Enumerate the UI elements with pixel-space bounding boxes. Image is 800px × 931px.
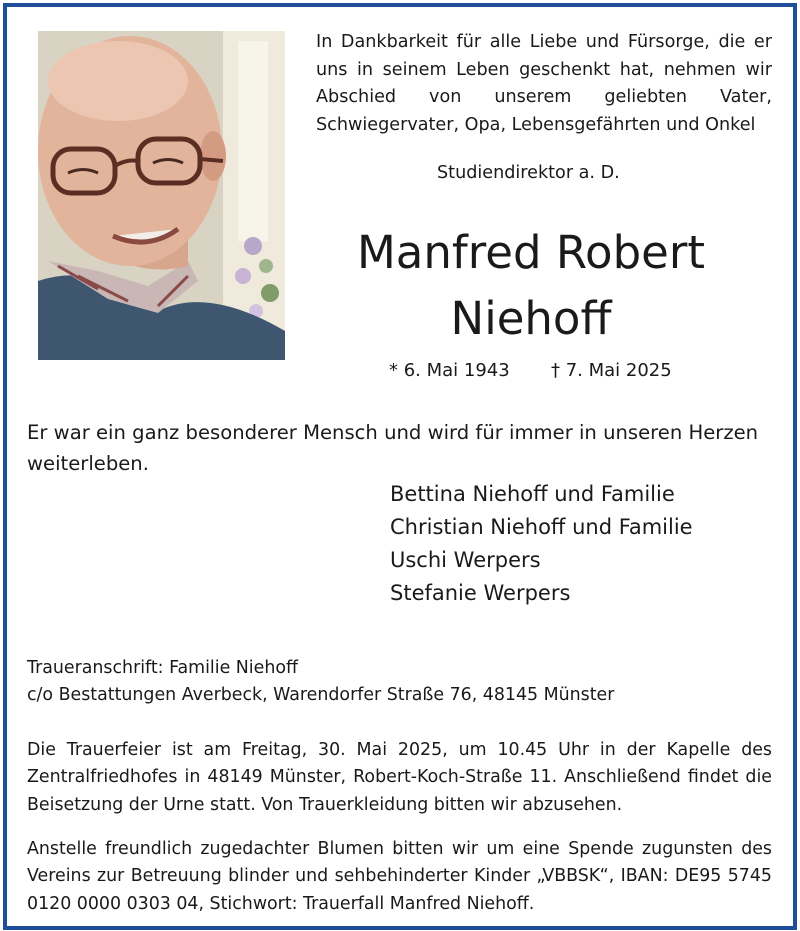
family-member: Uschi Werpers xyxy=(390,548,541,572)
portrait-photo xyxy=(38,31,285,360)
family-member: Christian Niehoff und Familie xyxy=(390,515,693,539)
mourning-address xyxy=(27,655,614,709)
intro-text: In Dankbarkeit für alle Liebe und Fürsorge, die er uns in seinem Leben geschenkt hat, nehmen wir Abschied von unserem geliebten Vater, Schwiegervater, Opa, Lebensgefährten und Onkel xyxy=(316,32,772,135)
memorial-quote: Er war ein ganz besonderer Mensch und wird für immer in unseren Herzen weiterleben. xyxy=(27,421,759,475)
academic-title: Studiendirektor a. D. xyxy=(437,163,620,183)
address-line-1: Traueranschrift: Familie Niehoff xyxy=(27,658,298,678)
deceased-name xyxy=(310,220,752,352)
family-member: Bettina Niehoff und Familie xyxy=(390,482,675,506)
address-line-2: c/o Bestattungen Averbeck, Warendorfer Straße 76, 48145 Münster xyxy=(27,685,615,705)
death-date: † 7. Mai 2025 xyxy=(551,360,672,381)
name-line-2: Niehoff xyxy=(450,292,612,345)
family-list xyxy=(390,478,693,610)
ceremony-info: Die Trauerfeier ist am Freitag, 30. Mai 2025, um 10.45 Uhr in der Kapelle des Zentralfriedhofes in 48149 Münster, Robert-Koch-Straße 11. Anschließend findet die Beisetzung der Urne statt. Von Trauerkleidung bitten wir abzusehen. xyxy=(27,740,772,815)
birth-date: * 6. Mai 1943 xyxy=(389,360,510,381)
family-member: Stefanie Werpers xyxy=(390,581,571,605)
name-line-1: Manfred Robert xyxy=(356,226,705,279)
donation-info: Anstelle freundlich zugedachter Blumen bitten wir um eine Spende zugunsten des Vereins zur Betreuung blinder und sehbehinderter Kinder „VBBSK“, IBAN: DE95 5745 0120 0000 0303 04, Stichwort: Trauerfall Manfred Niehoff. xyxy=(27,839,772,914)
